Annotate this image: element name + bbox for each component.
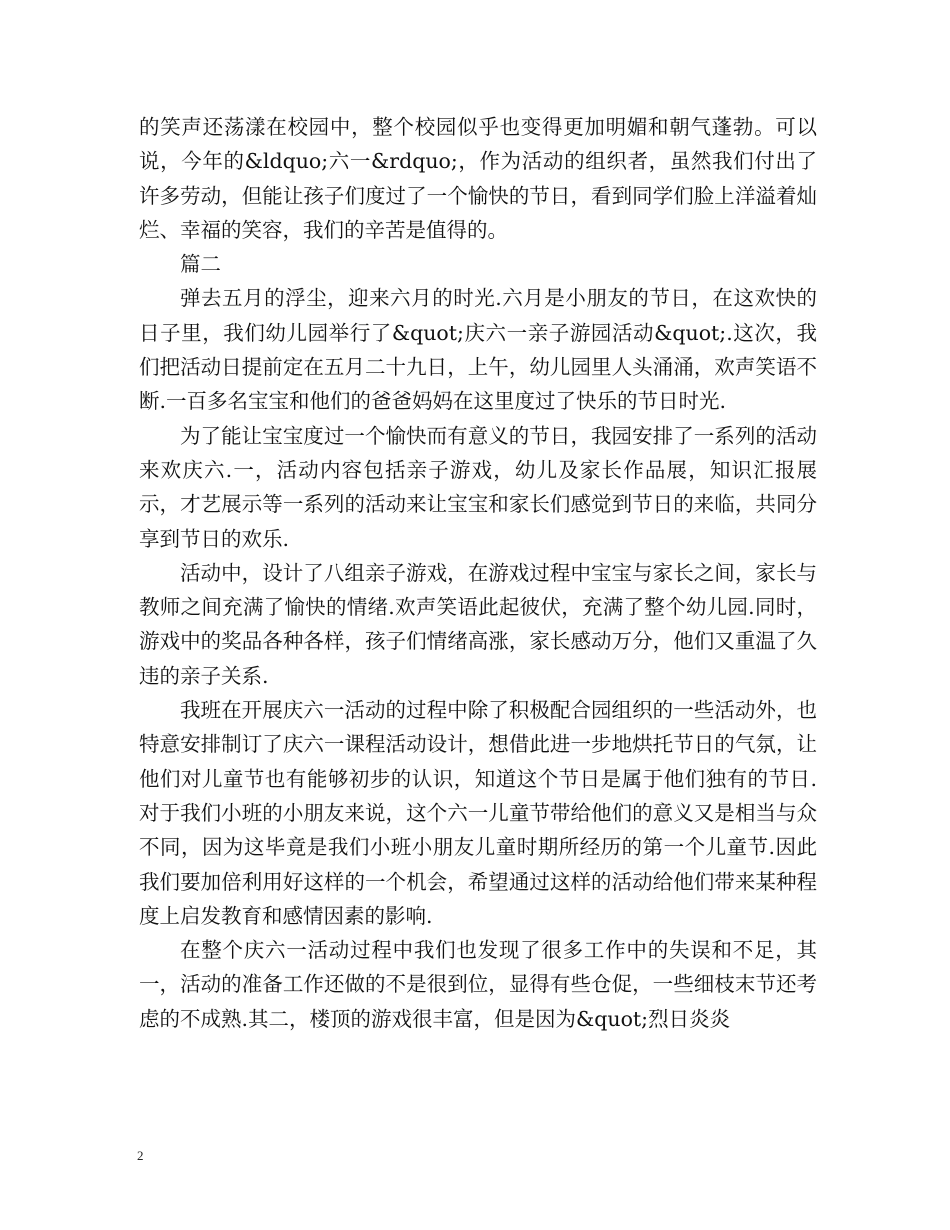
paragraph-continuation: 的笑声还荡漾在校园中，整个校园似乎也变得更加明媚和朝气蓬勃。可以说，今年的&ldquo;六一&rdquo;，作为活动的组织者，虽然我们付出了许多劳动，但能让孩子们度过了一个愉快的节日，看到同学们脸上洋溢着灿烂、幸福的笑容，我们的辛苦是值得的。	[139, 115, 817, 242]
paragraph: 弹去五月的浮尘，迎来六月的时光.六月是小朋友的节日，在这欢快的日子里，我们幼儿园举行了&quot;庆六一亲子游园活动&quot;.这次，我们把活动日提前定在五月二十九日，上午，幼儿园里人头涌涌，欢声笑语不断.一百多名宝宝和他们的爸爸妈妈在这里度过了快乐的节日时光.	[139, 286, 817, 414]
paragraph: 在整个庆六一活动过程中我们也发现了很多工作中的失误和不足，其一，活动的准备工作还做的不是很到位，显得有些仓促，一些细枝末节还考虑的不成熟.其二，楼顶的游戏很丰富，但是因为&quot;烈日炎炎	[139, 938, 817, 1031]
paragraph: 为了能让宝宝度过一个愉快而有意义的节日，我园安排了一系列的活动来欢庆六.一，活动内容包括亲子游戏，幼儿及家长作品展，知识汇报展示，才艺展示等一系列的活动来让宝宝和家长们感觉到节日的来临，共同分享到节日的欢乐.	[139, 423, 817, 551]
page-number: 2	[137, 1148, 144, 1163]
paragraph: 活动中，设计了八组亲子游戏，在游戏过程中宝宝与家长之间，家长与教师之间充满了愉快的情绪.欢声笑语此起彼伏，充满了整个幼儿园.同时，游戏中的奖品各种各样，孩子们情绪高涨，家长感动万分，他们又重温了久违的亲子关系.	[139, 560, 817, 688]
paragraph: 我班在开展庆六一活动的过程中除了积极配合园组织的一些活动外，也特意安排制订了庆六一课程活动设计，想借此进一步地烘托节日的气氛，让他们对儿童节也有能够初步的认识，知道这个节日是属于他们独有的节日.对于我们小班的小朋友来说，这个六一儿童节带给他们的意义又是相当与众不同，因为这毕竟是我们小班小朋友儿童时期所经历的第一个儿童节.因此我们要加倍利用好这样的一个机会，希望通过这样的活动给他们带来某种程度上启发教育和感情因素的影响.	[139, 698, 817, 928]
document-body	[139, 110, 817, 1036]
section-heading: 篇二	[180, 252, 221, 277]
